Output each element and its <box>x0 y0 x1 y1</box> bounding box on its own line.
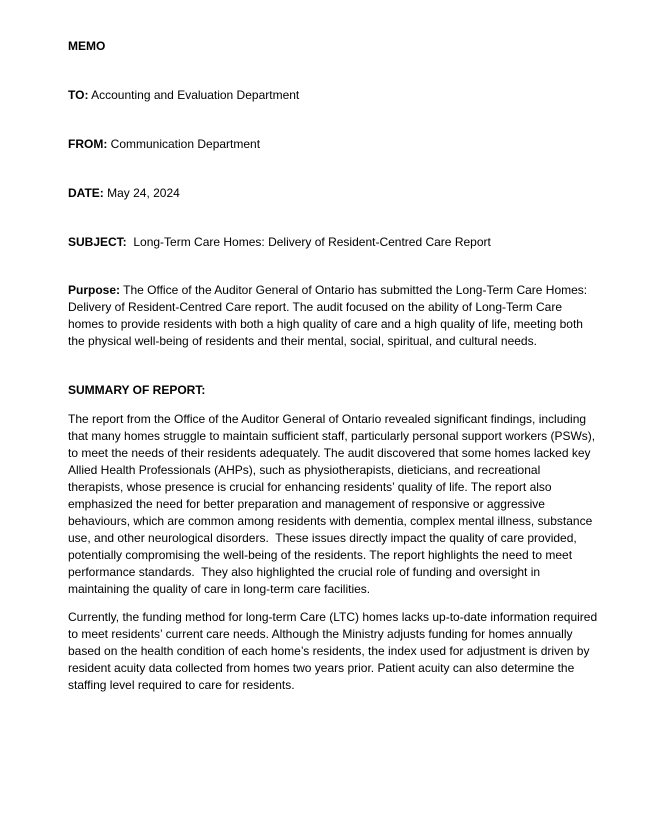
field-from <box>68 136 598 153</box>
field-date-label: DATE: <box>68 186 104 200</box>
field-to-value: Accounting and Evaluation Department <box>88 88 300 102</box>
summary-paragraph-2: Currently, the funding method for long-term Care (LTC) homes lacks up-to-date information required to meet residents’ current care needs. Although the Ministry adjusts funding for homes annually based on the health condition of each home’s residents, the index used for adjustment is driven by resident acuity data collected from homes two years prior. Patient acuity can also determine the staffing level required to care for residents. <box>68 610 601 692</box>
field-subject-value: Long-Term Care Homes: Delivery of Resident-Centred Care Report <box>126 235 491 249</box>
field-to-label: TO: <box>68 88 89 102</box>
field-to <box>68 87 598 104</box>
field-date-value: May 24, 2024 <box>103 186 180 200</box>
field-date <box>68 185 598 202</box>
field-subject-label: SUBJECT: <box>68 235 127 249</box>
summary-paragraph-1: The report from the Office of the Auditor General of Ontario revealed significant findings, including that many homes struggle to maintain sufficient staff, particularly personal support workers (PSWs), to meet the needs of their residents adequately. The audit discovered that some homes lacked key Allied Health Professionals (AHPs), such as physiotherapists, dieticians, and recreational therapists, whose presence is crucial for enhancing residents’ quality of life. The report also emphasized the need for better preparation and management of responsive or aggressive behaviours, which are common among residents with dementia, complex mental illness, substance use, and other neurological disorders. These issues directly impact the quality of care provided, potentially compromising the well-being of the residents. The report highlights the need to meet performance standards. They also highlighted the crucial role of funding and oversight in maintaining the quality of care in long-term care facilities. <box>68 412 599 596</box>
purpose-text: The Office of the Auditor General of Ontario has submitted the Long-Term Care Homes: Delivery of Resident-Centred Care report. The audit focused on the ability of Long-Term Care homes to provide residents with both a high quality of care and a high quality of life, meeting both the physical well-being of residents and their mental, social, spiritual, and cultural needs. <box>68 283 591 348</box>
summary-heading: SUMMARY OF REPORT: <box>68 383 206 397</box>
purpose-label: Purpose: <box>68 283 121 297</box>
field-subject <box>68 234 598 251</box>
purpose-paragraph <box>68 282 598 350</box>
field-from-label: FROM: <box>68 137 108 151</box>
field-from-value: Communication Department <box>107 137 261 151</box>
memo-title: MEMO <box>68 39 106 53</box>
